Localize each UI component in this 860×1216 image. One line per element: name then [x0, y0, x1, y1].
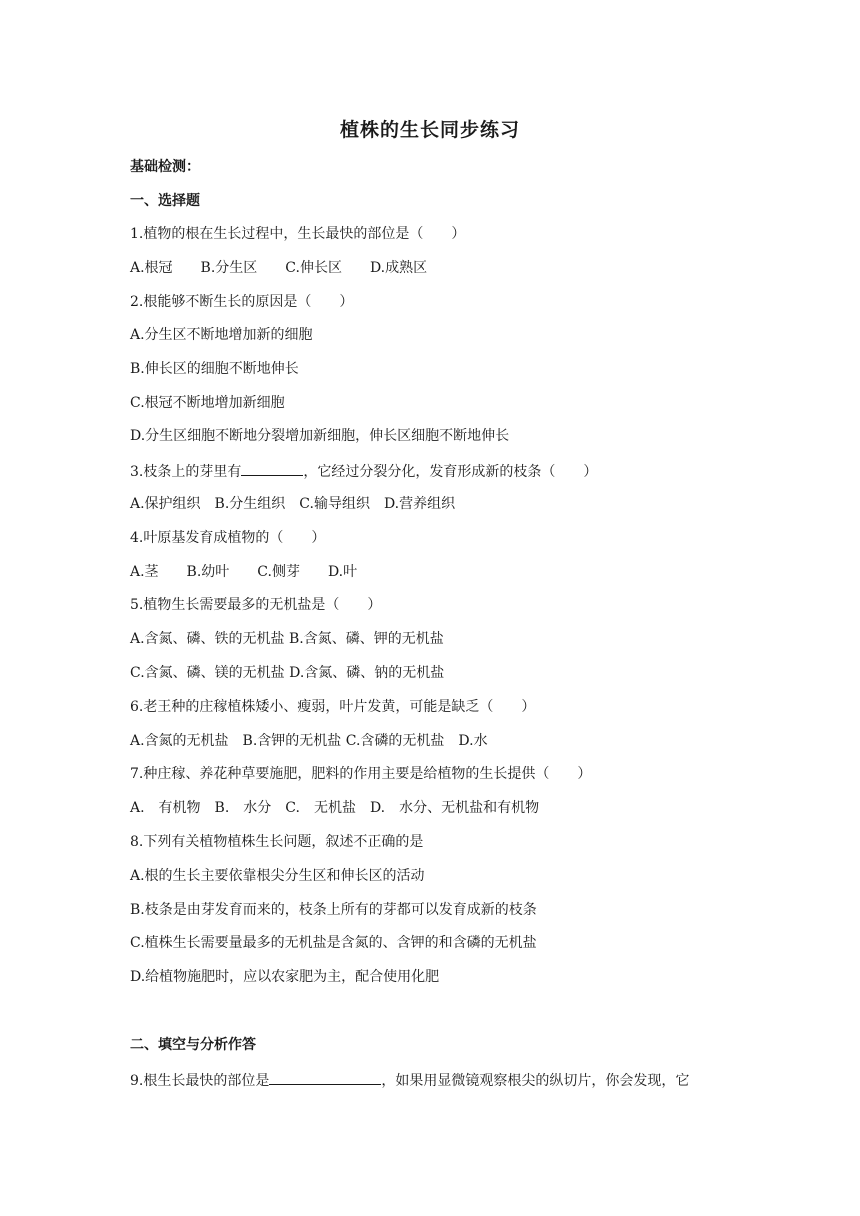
- question-6-options: A.含氮的无机盐 B.含钾的无机盐 C.含磷的无机盐 D.水: [130, 733, 488, 749]
- question-8: 8.下列有关植物植株生长问题，叙述不正确的是: [130, 834, 424, 850]
- question-8-option-a: A.根的生长主要依靠根尖分生区和伸长区的活动: [130, 868, 425, 884]
- question-8-option-b: B.枝条是由芽发育而来的，枝条上所有的芽都可以发育成新的枝条: [130, 902, 537, 918]
- question-5-options-ab: A.含氮、磷、铁的无机盐 B.含氮、磷、钾的无机盐: [130, 631, 444, 647]
- question-3: [130, 461, 597, 481]
- question-1: 1.植物的根在生长过程中，生长最快的部位是（ ）: [130, 226, 466, 242]
- section-choice-heading: 一、选择题: [130, 193, 200, 209]
- question-9-suffix: ，如果用显微镜观察根尖的纵切片，你会发现，它: [381, 1073, 690, 1089]
- question-6: 6.老王种的庄稼植株矮小、瘦弱，叶片发黄，可能是缺乏（ ）: [130, 699, 536, 715]
- question-9-prefix: 9.根生长最快的部位是: [130, 1073, 270, 1089]
- question-4-options: A.茎 B.幼叶 C.侧芽 D.叶: [130, 564, 358, 580]
- question-3-prefix: 3.枝条上的芽里有: [130, 464, 242, 480]
- question-4: 4.叶原基发育成植物的（ ）: [130, 530, 326, 546]
- document-title: 植株的生长同步练习: [339, 119, 520, 141]
- question-2-option-b: B.伸长区的细胞不断地伸长: [130, 361, 299, 377]
- question-3-suffix: ，它经过分裂分化，发育形成新的枝条（ ）: [303, 464, 598, 480]
- question-7: 7.种庄稼、养花种草要施肥，肥料的作用主要是给植物的生长提供（ ）: [130, 766, 592, 782]
- answer-blank: [241, 461, 303, 476]
- question-7-options: A. 有机物 B. 水分 C. 无机盐 D. 水分、无机盐和有机物: [130, 800, 540, 816]
- question-8-option-c: C.植株生长需要量最多的无机盐是含氮的、含钾的和含磷的无机盐: [130, 935, 537, 951]
- question-2-option-d: D.分生区细胞不断地分裂增加新细胞，伸长区细胞不断地伸长: [130, 428, 510, 444]
- question-3-options: A.保护组织 B.分生组织 C.输导组织 D.营养组织: [130, 496, 456, 512]
- question-5-options-cd: C.含氮、磷、镁的无机盐 D.含氮、磷、钠的无机盐: [130, 665, 445, 681]
- section-fill-heading: 二、填空与分析作答: [130, 1037, 256, 1053]
- question-9: [130, 1070, 689, 1090]
- answer-blank: [269, 1070, 381, 1085]
- question-2-option-c: C.根冠不断地增加新细胞: [130, 395, 285, 411]
- question-2: 2.根能够不断生长的原因是（ ）: [130, 294, 354, 310]
- section-basic-heading: 基础检测：: [130, 159, 200, 175]
- question-2-option-a: A.分生区不断地增加新的细胞: [130, 327, 313, 343]
- question-5: 5.植物生长需要最多的无机盐是（ ）: [130, 597, 382, 613]
- question-8-option-d: D.给植物施肥时，应以农家肥为主，配合使用化肥: [130, 969, 440, 985]
- question-1-options: A.根冠 B.分生区 C.伸长区 D.成熟区: [130, 260, 428, 276]
